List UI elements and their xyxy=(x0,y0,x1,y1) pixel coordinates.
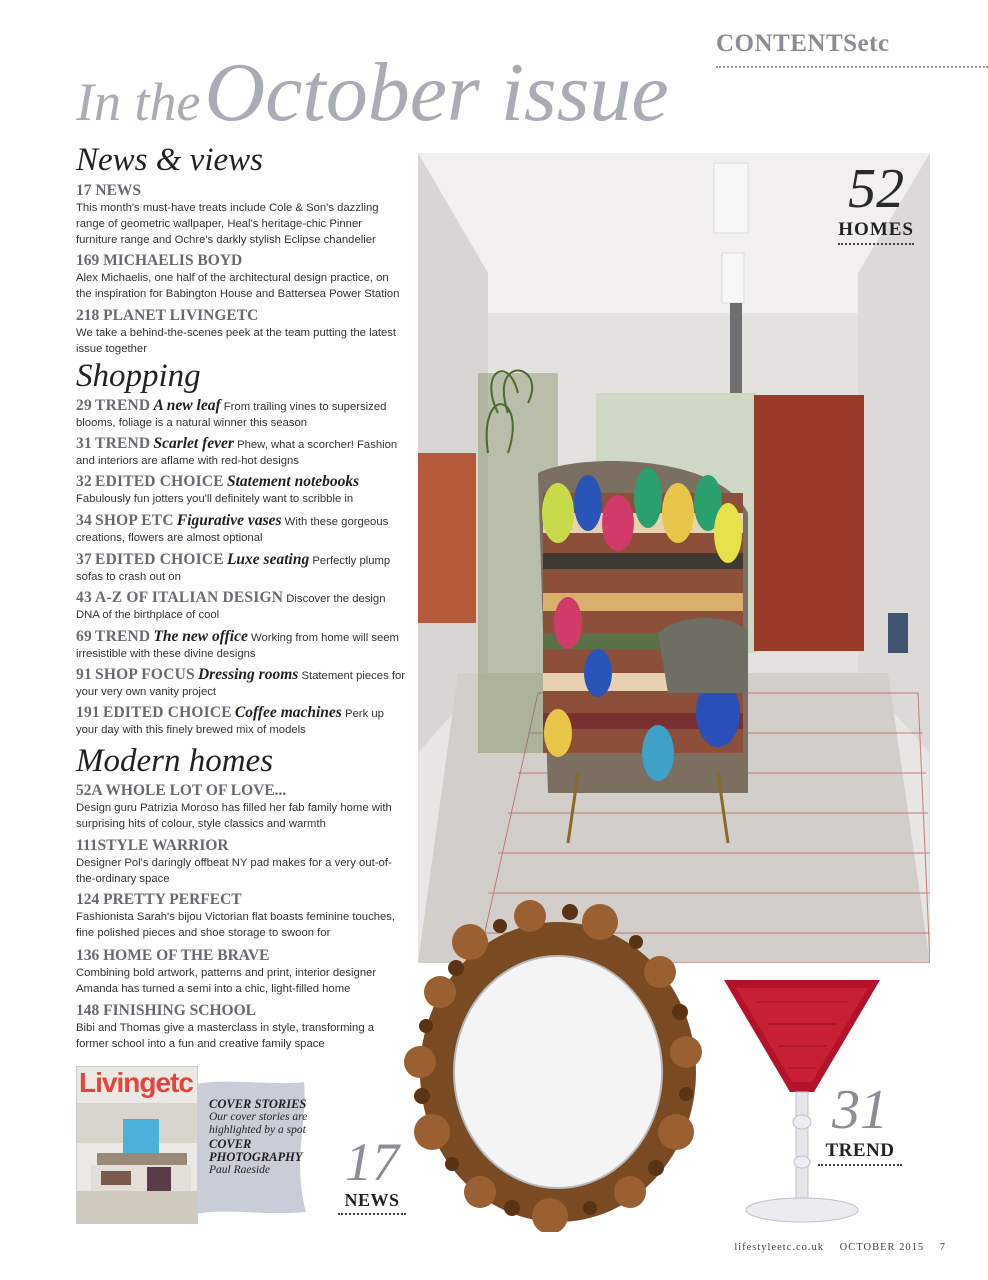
toc-entry-description: Statement pieces for your very own vanity project xyxy=(76,670,406,698)
trend-feature-label: TREND xyxy=(818,1140,902,1166)
toc-entry-title: MICHAELIS BOYD xyxy=(103,252,243,269)
toc-page-number-spot: 136 xyxy=(76,947,100,964)
toc-entry-title: Statement notebooks xyxy=(226,473,360,490)
toc-entry-title: Scarlet fever xyxy=(153,435,234,452)
toc-entry-description: Perfectly plump sofas to crash out on xyxy=(76,555,391,583)
toc-entry-category: TREND xyxy=(95,397,151,414)
toc-page-number-spot: 52 xyxy=(76,782,92,799)
header-divider xyxy=(716,66,988,68)
toc-entry[interactable] xyxy=(76,836,406,887)
toc-entry-description: Fashionista Sarah's bijou Victorian flat boasts feminine touches, fine polished pieces and shoe storage to swoon for xyxy=(76,911,396,939)
cover-photographer: Paul Raeside xyxy=(209,1164,270,1176)
toc-entry[interactable] xyxy=(76,705,406,738)
toc-entry-headline xyxy=(76,890,406,909)
cover-stories-text: Our cover stories are highlighted by a spot xyxy=(209,1111,308,1136)
toc-entry-title: PRETTY PERFECT xyxy=(103,891,242,908)
toc-page-number-spot: 43 xyxy=(76,589,92,606)
toc-entry-headline xyxy=(76,251,406,270)
cover-masthead: Livingetc xyxy=(79,1067,193,1098)
homes-feature-photo[interactable] xyxy=(418,153,930,963)
toc-entry-title: Figurative vases xyxy=(176,512,282,529)
toc-entry-description: Designer Pol's daringly offbeat NY pad makes for a very out-of-the-ordinary space xyxy=(76,857,392,885)
section-heading-news: News & views xyxy=(76,142,263,178)
toc-entry[interactable] xyxy=(76,946,406,997)
toc-entry-title: Luxe seating xyxy=(226,551,310,568)
homes-feature-tag xyxy=(838,159,914,245)
homes-feature-number: 52 xyxy=(848,158,905,220)
toc-page-number: 31 xyxy=(76,435,92,452)
toc-entry-description: Phew, what a scorcher! Fashion and interiors are aflame with red-hot designs xyxy=(76,439,398,467)
toc-page-number: 34 xyxy=(76,512,92,529)
interior-illustration xyxy=(418,153,930,963)
toc-page-number: 91 xyxy=(76,666,92,683)
floral-mirror-photo[interactable] xyxy=(380,882,710,1232)
toc-entry[interactable] xyxy=(76,667,406,700)
toc-entry-category: SHOP ETC xyxy=(95,512,174,529)
toc-entry-title: FINISHING SCHOOL xyxy=(103,1002,257,1019)
toc-page-number: 29 xyxy=(76,397,92,414)
toc-entry-category: A-Z OF ITALIAN DESIGN xyxy=(95,589,284,606)
page-title-main: October issue xyxy=(204,46,669,139)
toc-entry-description: Bibi and Thomas give a masterclass in style, transforming a former school into a fun and creative family space xyxy=(76,1022,375,1050)
footer-website: lifestyleetc.co.uk xyxy=(734,1242,825,1253)
toc-page-number: 169 xyxy=(76,252,100,269)
toc-entry-description: Alex Michaelis, one half of the architectural design practice, on the inspiration for Babington House and Battersea Power Station xyxy=(76,272,400,300)
toc-entry[interactable] xyxy=(76,474,406,507)
cover-stories-heading: COVER STORIES xyxy=(209,1097,307,1111)
toc-entry-description: From trailing vines to supersized blooms, foliage is a natural winner this season xyxy=(76,401,387,429)
toc-entry-title: Coffee machines xyxy=(234,704,342,721)
toc-entry-title: Dressing rooms xyxy=(197,666,299,683)
toc-entry[interactable] xyxy=(76,436,406,469)
toc-entry-category: SHOP FOCUS xyxy=(95,666,195,683)
toc-page-number-spot: 69 xyxy=(76,628,92,645)
toc-entry-category: TREND xyxy=(95,435,151,452)
news-feature-tag xyxy=(338,1134,406,1215)
toc-entry-description: This month's must-have treats include Cole & Son's dazzling range of geometric wallpaper, Heal's heritage-chic Pinner furniture range and Ochre's darkly stylish Eclipse chandelier xyxy=(76,202,379,246)
toc-entry[interactable] xyxy=(76,513,406,546)
toc-entry[interactable] xyxy=(76,1001,406,1052)
page-title xyxy=(76,44,669,141)
toc-entry-category: EDITED CHOICE xyxy=(95,551,224,568)
toc-entry-headline xyxy=(76,181,406,200)
section-heading-homes: Modern homes xyxy=(76,743,274,779)
toc-entry-title: A new leaf xyxy=(153,397,221,414)
toc-entry-title: NEWS xyxy=(95,182,142,199)
toc-entry-headline xyxy=(76,946,406,965)
toc-entry-description: Design guru Patrizia Moroso has filled her fab family home with surprising hits of colour, style classics and warmth xyxy=(76,802,392,830)
toc-entry[interactable] xyxy=(76,590,406,623)
toc-entry[interactable] xyxy=(76,552,406,585)
toc-entry-description: Combining bold artwork, patterns and print, interior designer Amanda has turned a semi into a chic, light-filled home xyxy=(76,967,377,995)
trend-feature-tag xyxy=(818,1080,902,1166)
toc-entry[interactable] xyxy=(76,890,406,941)
magazine-cover-thumbnail[interactable] xyxy=(76,1066,198,1224)
toc-entry-headline xyxy=(76,306,406,325)
footer-issue: OCTOBER 2015 xyxy=(839,1242,925,1253)
cover-stories-note xyxy=(209,1098,309,1177)
toc-page-number: 191 xyxy=(76,704,100,721)
toc-entry-description: Discover the design DNA of the birthplace of cool xyxy=(76,593,386,621)
toc-entry-description: With these gorgeous creations, flowers are almost optional xyxy=(76,516,389,544)
news-feature-number: 17 xyxy=(345,1132,399,1192)
toc-entry-category: TREND xyxy=(95,628,151,645)
toc-entry-description: Perk up your day with this finely brewed mix of models xyxy=(76,708,384,736)
toc-entry-headline xyxy=(76,1001,406,1020)
toc-entry-description: Working from home will seem irresistible with these divine designs xyxy=(76,632,399,660)
toc-page-number: 17 xyxy=(76,182,92,199)
toc-entry-headline xyxy=(76,836,406,855)
toc-entry-description: We take a behind-the-scenes peek at the team putting the latest issue together xyxy=(76,327,397,355)
cover-illustration xyxy=(77,1067,198,1224)
toc-page-number: 218 xyxy=(76,307,100,324)
toc-entry-category: EDITED CHOICE xyxy=(103,704,232,721)
page-footer xyxy=(722,1242,946,1253)
toc-entry[interactable] xyxy=(76,306,406,357)
toc-page-number-spot: 111 xyxy=(76,837,98,854)
toc-page-number-spot: 148 xyxy=(76,1002,100,1019)
toc-entry[interactable] xyxy=(76,251,406,302)
footer-page-number: 7 xyxy=(939,1242,946,1253)
homes-feature-label: HOMES xyxy=(838,219,914,245)
toc-entry-title: STYLE WARRIOR xyxy=(97,837,229,854)
news-feature-label: NEWS xyxy=(338,1190,406,1215)
trend-feature-number: 31 xyxy=(832,1079,888,1141)
toc-entry[interactable] xyxy=(76,181,406,248)
toc-entry-title: A WHOLE LOT OF LOVE... xyxy=(91,782,287,799)
toc-entry-title: PLANET LIVINGETC xyxy=(103,307,259,324)
toc-entry-headline xyxy=(76,781,406,800)
toc-entry[interactable] xyxy=(76,398,406,431)
toc-entry[interactable] xyxy=(76,781,406,832)
toc-entry[interactable] xyxy=(76,629,406,662)
toc-entry-title: HOME OF THE BRAVE xyxy=(103,947,270,964)
page-title-prefix: In the xyxy=(76,72,201,132)
section-heading-shopping: Shopping xyxy=(76,358,201,394)
toc-page-number-spot: 124 xyxy=(76,891,100,908)
cover-photography-heading: COVER PHOTOGRAPHY xyxy=(209,1137,303,1164)
section-label: CONTENTSetc xyxy=(716,30,890,57)
toc-entry-category: EDITED CHOICE xyxy=(95,473,224,490)
toc-page-number-spot: 37 xyxy=(76,551,92,568)
toc-entry-title: The new office xyxy=(153,628,248,645)
toc-entry-description: Fabulously fun jotters you'll definitely want to scribble in xyxy=(76,493,354,505)
toc-page-number: 32 xyxy=(76,473,92,490)
